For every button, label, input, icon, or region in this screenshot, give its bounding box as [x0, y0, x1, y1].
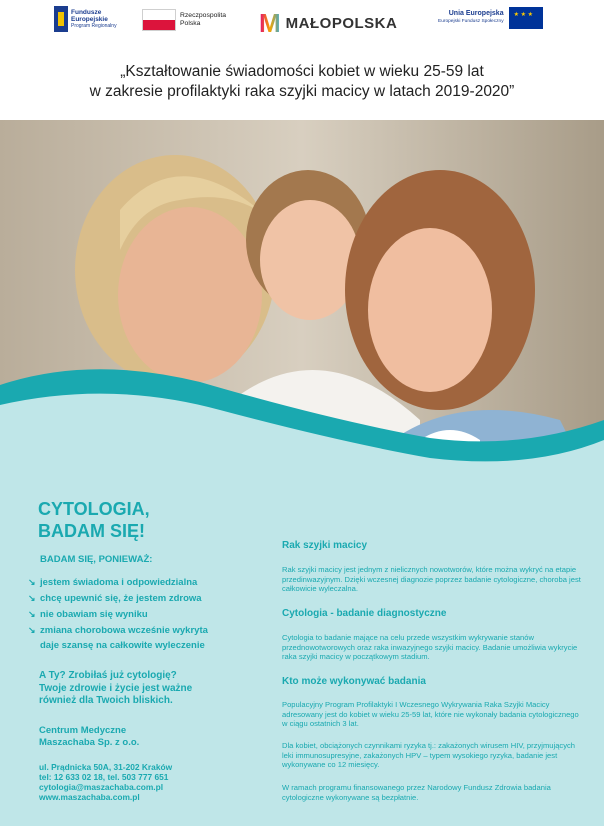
section-heading-who: Kto może wykonywać badania — [282, 676, 426, 687]
malopolska-m-icon: M — [259, 8, 281, 38]
family-photo — [0, 120, 604, 500]
malopolska-logo — [259, 8, 397, 39]
arrow-icon: ↘ — [28, 577, 36, 587]
arrow-icon: ↘ — [28, 609, 36, 619]
headline — [38, 498, 150, 542]
rp-line-2: Polska — [180, 20, 201, 27]
fe-title-1: Fundusze — [71, 8, 102, 16]
headline-line-1: CYTOLOGIA, — [38, 499, 150, 519]
reason-item: ↘ nie obawiam się wyniku — [28, 606, 208, 622]
contact-details — [39, 762, 172, 802]
polish-flag-icon — [142, 9, 176, 31]
section-text-cancer: Rak szyjki macicy jest jednym z nielicznych nowotworów, które można wykryć na etapie przedinwazyjnym. Dzięki wczesnej diagnozie poprzez badanie cytologiczne, choroba jest całkowicie wyleczalna. — [282, 565, 581, 593]
question-text — [39, 670, 192, 708]
ask-line-1: A Ty? Zrobiłaś już cytologię? — [39, 670, 177, 681]
rp-line-1: Rzeczpospolita — [180, 12, 227, 19]
website-link[interactable]: www.maszachaba.com.pl — [39, 792, 140, 802]
address: ul. Prądnicka 50A, 31-202 Kraków — [39, 762, 173, 772]
malopolska-text: MAŁOPOLSKA — [285, 15, 398, 32]
section-text-risk: Dla kobiet, obciążonych czynnikami ryzyka tj.: zakażonych wirusem HIV, przyjmujących leki immunosupresyjne, zakażonych HPV – typem wysokiego ryzyka, badanie jest wykonywane co 12 miesięcy. — [282, 741, 576, 769]
ask-line-3: również dla Twoich bliskich. — [39, 695, 173, 706]
ask-line-2: Twoje zdrowie i życie jest ważne — [39, 682, 193, 694]
section-text-free: W ramach programu finansowanego przez Narodowy Fundusz Zdrowia badania cytologiczne wykonywane są bezpłatnie. — [282, 783, 551, 802]
fe-sub: Program Regionalny — [71, 22, 117, 29]
medical-center-name — [39, 725, 139, 748]
section-text-who: Populacyjny Program Profilaktyki I Wczesnego Wykrywania Raka Szyjki Macicy adresowany jest do kobiet w wieku 25-59 lat, które nie wykonały badania cytologicznego w ciągu ostatnich 3 lat. — [282, 700, 579, 728]
email-link[interactable]: cytologia@maszachaba.com.pl — [39, 782, 164, 792]
logo-bar — [0, 0, 604, 44]
reason-continuation: daje szansę na całkowite wyleczenie — [40, 640, 205, 651]
section-heading-cancer: Rak szyjki macicy — [282, 540, 368, 551]
eu-flag-icon — [509, 7, 543, 29]
center-line-1: Centrum Medyczne — [39, 725, 127, 736]
title-line-2: w zakresie profilaktyki raka szyjki macicy w latach 2019-2020” — [89, 83, 515, 100]
page-title — [0, 62, 604, 102]
reason-item: ↘ zmiana chorobowa wcześnie wykryta — [28, 622, 208, 638]
fe-star-icon — [54, 6, 68, 32]
center-line-2: Maszachaba Sp. z o.o. — [39, 736, 140, 748]
because-heading: BADAM SIĘ, PONIEWAŻ: — [40, 554, 153, 565]
ue-line-2: Europejski Fundusz Społeczny — [438, 19, 504, 24]
section-heading-cytology: Cytologia - badanie diagnostyczne — [282, 608, 447, 619]
section-text-cytology: Cytologia to badanie mające na celu przede wszystkim wykrywanie stanów przednowotworowych oraz raka inwazyjnego szyjki macicy. Badanie umożliwia wykrycie raka szyjki macicy w początkowym stadium. — [282, 633, 578, 661]
fe-title-2: Europejskie — [71, 15, 108, 23]
title-line-1: „Kształtowanie świadomości kobiet w wieku 25-59 lat — [120, 63, 484, 80]
reasons-list — [28, 574, 208, 654]
unia-europejska-logo — [438, 7, 543, 29]
ue-line-1: Unia Europejska — [448, 10, 504, 17]
fundusze-europejskie-logo — [54, 6, 117, 32]
arrow-icon: ↘ — [28, 625, 36, 635]
reason-item: ↘ chcę upewnić się, że jestem zdrowa — [28, 590, 208, 606]
arrow-icon: ↘ — [28, 593, 36, 603]
reason-item: ↘ jestem świadoma i odpowiedzialna — [28, 574, 208, 590]
rzeczpospolita-logo — [142, 9, 226, 31]
family-photo-illustration — [0, 120, 604, 500]
phone: tel: 12 633 02 18, tel. 503 777 651 — [39, 772, 169, 782]
headline-line-2: BADAM SIĘ! — [38, 521, 145, 541]
